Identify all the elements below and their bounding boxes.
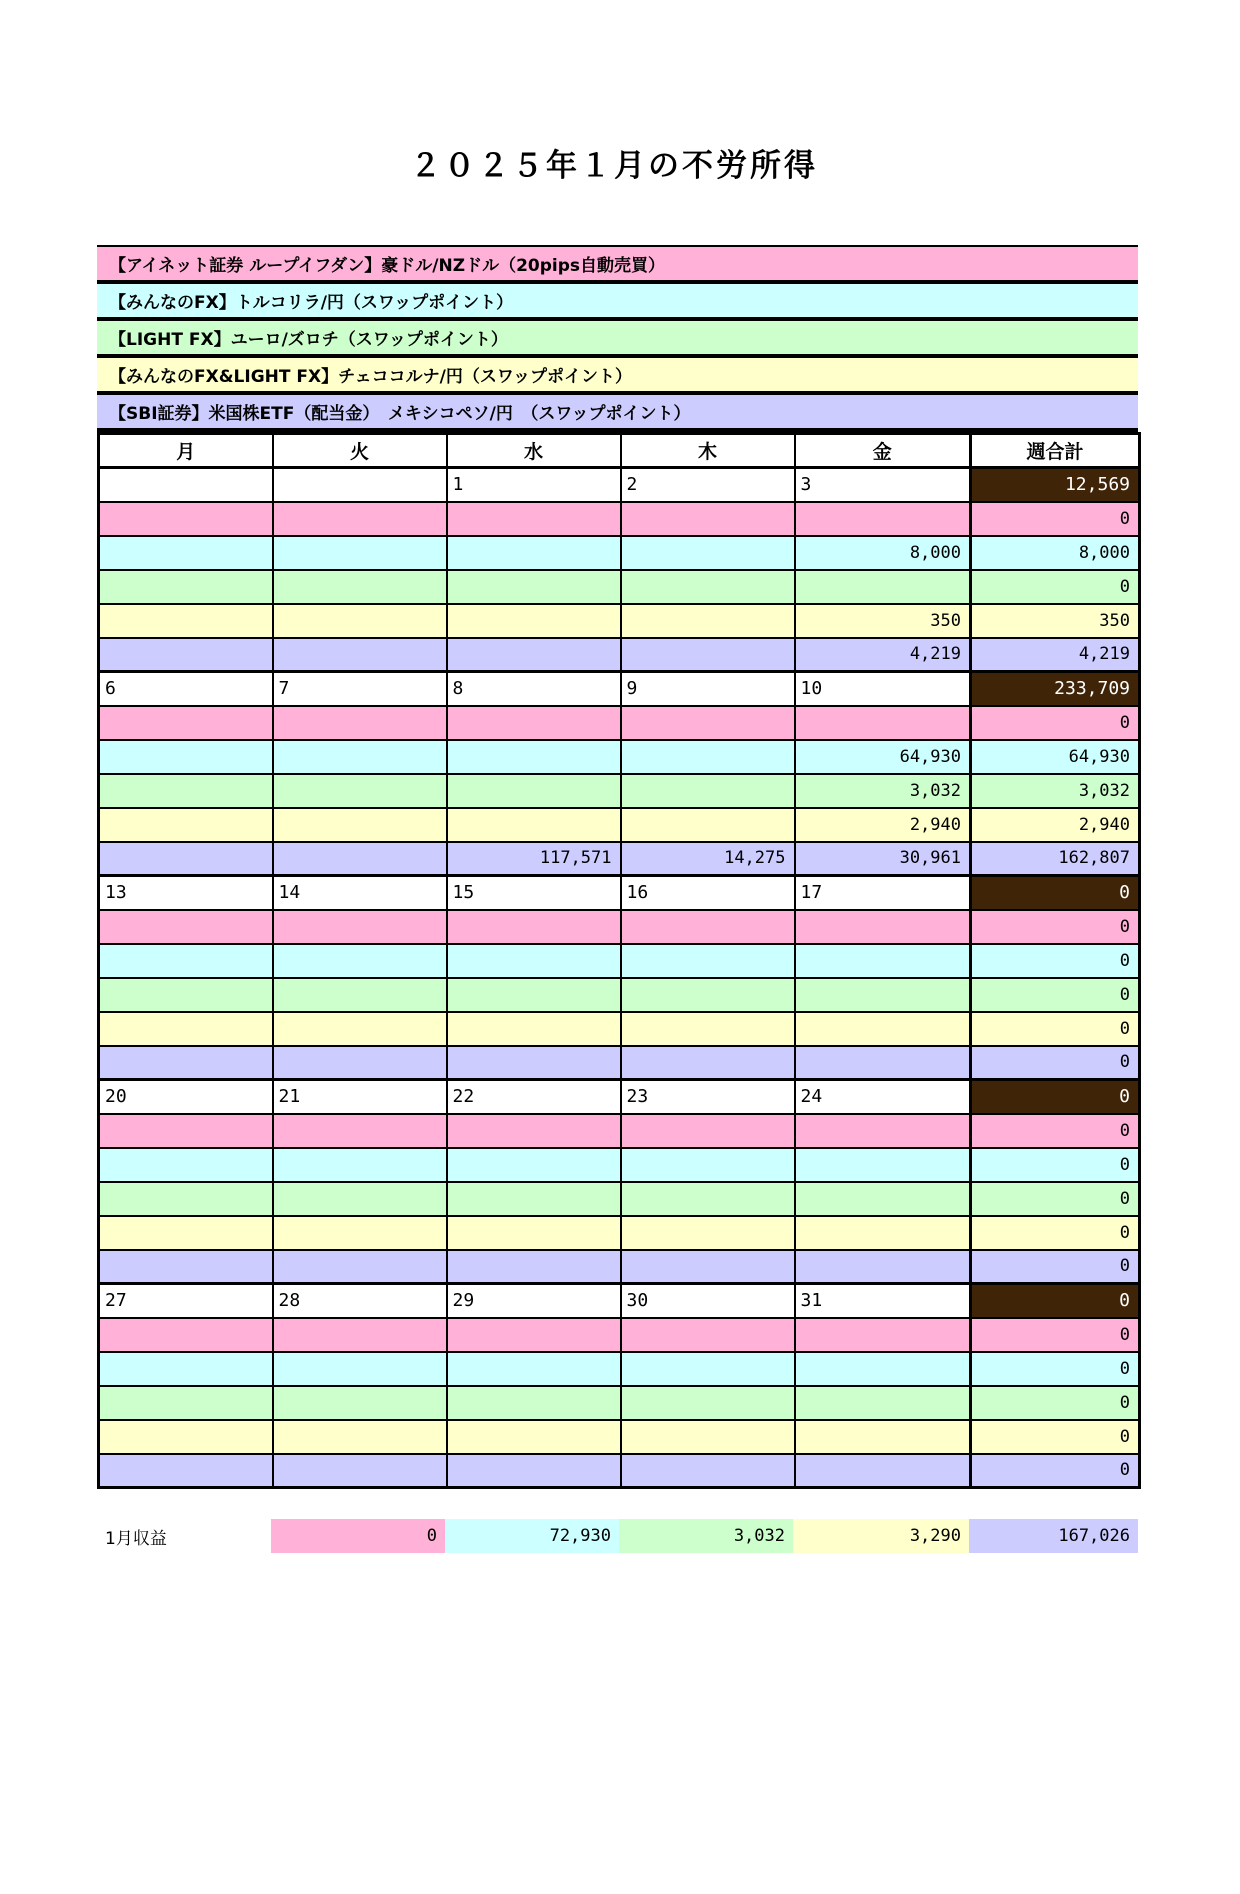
income-value-cell: 3,032	[795, 774, 971, 808]
income-value-cell	[795, 1386, 971, 1420]
income-value-cell	[447, 910, 621, 944]
header-friday: 金	[795, 434, 971, 468]
category-week-total-cell: 0	[971, 1046, 1140, 1080]
category-week-total-cell: 3,032	[971, 774, 1140, 808]
monthly-total-light-fx-eur-pln: 3,032	[619, 1519, 793, 1553]
monthly-total-ainet-loop-ifudan: 0	[271, 1519, 445, 1553]
income-value-cell	[99, 1012, 273, 1046]
week-2-row-light-fx-eur-pln	[99, 774, 1140, 808]
income-value-cell	[447, 570, 621, 604]
income-value-cell	[99, 502, 273, 536]
account-legend	[97, 245, 1138, 432]
income-value-cell	[273, 1250, 447, 1284]
week-4-row-sbi-etf-mxn-jpy	[99, 1250, 1140, 1284]
income-value-cell	[621, 638, 795, 672]
income-value-cell	[447, 740, 621, 774]
income-value-cell	[273, 1318, 447, 1352]
income-value-cell	[273, 536, 447, 570]
week-4-total-cell: 0	[971, 1080, 1140, 1114]
income-value-cell	[447, 1046, 621, 1080]
category-week-total-cell: 0	[971, 1318, 1140, 1352]
legend-label: 【アイネット証券 ループイフダン】豪ドル/NZドル（20pips自動売買）	[109, 256, 666, 276]
income-value-cell	[99, 1420, 273, 1454]
day-number-cell: 16	[621, 876, 795, 910]
day-number-cell: 28	[273, 1284, 447, 1318]
income-value-cell	[99, 1216, 273, 1250]
day-number-cell	[99, 468, 273, 502]
income-value-cell	[447, 1420, 621, 1454]
header-week-total: 週合計	[971, 434, 1140, 468]
week-3-date-row	[99, 876, 1140, 910]
legend-item-minna-light-fx-czk	[97, 358, 1138, 395]
category-week-total-cell: 4,219	[971, 638, 1140, 672]
week-4-row-minna-light-fx-czk	[99, 1216, 1140, 1250]
income-value-cell	[273, 740, 447, 774]
week-2-total-cell: 233,709	[971, 672, 1140, 706]
income-value-cell	[795, 1318, 971, 1352]
income-value-cell	[273, 638, 447, 672]
legend-item-sbi-etf-mxn-jpy	[97, 395, 1138, 432]
income-value-cell	[99, 1454, 273, 1488]
income-value-cell	[621, 1454, 795, 1488]
income-value-cell	[99, 706, 273, 740]
category-week-total-cell: 0	[971, 706, 1140, 740]
income-value-cell	[621, 1148, 795, 1182]
income-value-cell	[621, 1046, 795, 1080]
page-title: ２０２５年１月の不労所得	[410, 148, 818, 184]
legend-item-light-fx-eur-pln	[97, 321, 1138, 358]
income-value-cell	[795, 1114, 971, 1148]
category-week-total-cell: 0	[971, 570, 1140, 604]
category-week-total-cell: 350	[971, 604, 1140, 638]
income-value-cell	[621, 1114, 795, 1148]
legend-label: 【SBI証券】米国株ETF（配当金） メキシコペソ/円 （スワップポイント）	[109, 404, 691, 424]
header-thursday: 木	[621, 434, 795, 468]
income-value-cell	[621, 808, 795, 842]
sheet-page	[97, 140, 1138, 1553]
header-wednesday: 水	[447, 434, 621, 468]
day-number-cell: 9	[621, 672, 795, 706]
monthly-summary-label: 1月収益	[105, 1528, 167, 1549]
income-value-cell	[621, 1216, 795, 1250]
day-number-cell: 24	[795, 1080, 971, 1114]
income-value-cell	[447, 1250, 621, 1284]
income-value-cell	[99, 774, 273, 808]
income-value-cell	[795, 1352, 971, 1386]
income-value-cell	[99, 1250, 273, 1284]
income-value-cell	[273, 1352, 447, 1386]
category-week-total-cell: 0	[971, 910, 1140, 944]
week-5-row-ainet-loop-ifudan	[99, 1318, 1140, 1352]
income-value-cell	[273, 978, 447, 1012]
income-value-cell	[273, 1046, 447, 1080]
income-value-cell: 350	[795, 604, 971, 638]
category-week-total-cell: 0	[971, 1352, 1140, 1386]
category-week-total-cell: 0	[971, 1148, 1140, 1182]
income-value-cell	[447, 536, 621, 570]
week-1-date-row	[99, 468, 1140, 502]
income-value-cell	[621, 774, 795, 808]
income-value-cell	[99, 1148, 273, 1182]
january-calendar-table	[97, 432, 1141, 1489]
day-number-cell	[273, 468, 447, 502]
income-value-cell	[273, 1114, 447, 1148]
legend-item-ainet-loop-ifudan	[97, 247, 1138, 284]
income-value-cell	[273, 1386, 447, 1420]
income-value-cell	[447, 1012, 621, 1046]
monthly-total-sbi-etf-mxn-jpy: 167,026	[969, 1519, 1138, 1553]
day-number-cell: 6	[99, 672, 273, 706]
income-value-cell	[99, 570, 273, 604]
day-number-cell: 22	[447, 1080, 621, 1114]
income-value-cell	[795, 1420, 971, 1454]
income-value-cell	[99, 1318, 273, 1352]
day-number-cell: 10	[795, 672, 971, 706]
week-2-row-sbi-etf-mxn-jpy	[99, 842, 1140, 876]
header-tuesday: 火	[273, 434, 447, 468]
income-value-cell	[273, 706, 447, 740]
income-value-cell	[99, 604, 273, 638]
income-value-cell	[273, 604, 447, 638]
day-number-cell: 23	[621, 1080, 795, 1114]
monthly-summary-row	[97, 1519, 1138, 1553]
income-value-cell	[447, 1182, 621, 1216]
income-value-cell: 30,961	[795, 842, 971, 876]
income-value-cell	[795, 978, 971, 1012]
income-value-cell	[447, 1114, 621, 1148]
legend-label: 【LIGHT FX】ユーロ/ズロチ（スワップポイント）	[109, 330, 508, 350]
income-value-cell	[99, 944, 273, 978]
income-value-cell	[273, 1182, 447, 1216]
income-value-cell	[99, 910, 273, 944]
income-value-cell	[447, 1216, 621, 1250]
week-4-date-row	[99, 1080, 1140, 1114]
income-value-cell	[621, 1352, 795, 1386]
income-value-cell	[273, 1454, 447, 1488]
income-value-cell	[621, 740, 795, 774]
income-value-cell	[447, 774, 621, 808]
week-5-date-row	[99, 1284, 1140, 1318]
legend-label: 【みんなのFX】トルコリラ/円（スワップポイント）	[109, 293, 514, 313]
week-1-row-minna-light-fx-czk	[99, 604, 1140, 638]
day-number-cell: 29	[447, 1284, 621, 1318]
income-value-cell	[447, 1386, 621, 1420]
income-value-cell	[621, 1420, 795, 1454]
week-5-row-sbi-etf-mxn-jpy	[99, 1454, 1140, 1488]
category-week-total-cell: 0	[971, 1420, 1140, 1454]
income-value-cell	[273, 774, 447, 808]
income-value-cell	[447, 706, 621, 740]
week-1-row-ainet-loop-ifudan	[99, 502, 1140, 536]
income-value-cell	[447, 978, 621, 1012]
week-1-total-cell: 12,569	[971, 468, 1140, 502]
week-3-row-minna-light-fx-czk	[99, 1012, 1140, 1046]
income-value-cell	[99, 740, 273, 774]
monthly-total-minna-light-fx-czk: 3,290	[793, 1519, 969, 1553]
category-week-total-cell: 0	[971, 1216, 1140, 1250]
income-value-cell	[99, 978, 273, 1012]
income-value-cell	[621, 1250, 795, 1284]
income-value-cell	[273, 570, 447, 604]
category-week-total-cell: 2,940	[971, 808, 1140, 842]
week-1-row-minna-fx-try-jpy	[99, 536, 1140, 570]
week-5-row-light-fx-eur-pln	[99, 1386, 1140, 1420]
income-value-cell	[447, 1352, 621, 1386]
income-value-cell	[621, 536, 795, 570]
day-number-cell: 27	[99, 1284, 273, 1318]
income-value-cell	[273, 944, 447, 978]
income-value-cell	[621, 1182, 795, 1216]
income-value-cell	[795, 706, 971, 740]
week-2-date-row	[99, 672, 1140, 706]
income-value-cell	[621, 570, 795, 604]
day-number-cell: 21	[273, 1080, 447, 1114]
category-week-total-cell: 0	[971, 1182, 1140, 1216]
income-value-cell	[447, 808, 621, 842]
income-value-cell	[621, 604, 795, 638]
income-value-cell	[795, 1250, 971, 1284]
income-value-cell: 8,000	[795, 536, 971, 570]
income-value-cell	[99, 1046, 273, 1080]
day-number-cell: 20	[99, 1080, 273, 1114]
income-value-cell	[99, 808, 273, 842]
income-value-cell	[273, 502, 447, 536]
day-number-cell: 8	[447, 672, 621, 706]
income-value-cell	[795, 1148, 971, 1182]
day-number-cell: 3	[795, 468, 971, 502]
income-value-cell	[447, 604, 621, 638]
income-value-cell	[795, 502, 971, 536]
income-value-cell	[447, 502, 621, 536]
day-number-cell: 13	[99, 876, 273, 910]
income-value-cell	[273, 1012, 447, 1046]
income-value-cell	[621, 978, 795, 1012]
legend-label: 【みんなのFX&LIGHT FX】チェココルナ/円（スワップポイント）	[109, 367, 632, 387]
week-2-row-ainet-loop-ifudan	[99, 706, 1140, 740]
category-week-total-cell: 0	[971, 1114, 1140, 1148]
week-3-total-cell: 0	[971, 876, 1140, 910]
week-4-row-ainet-loop-ifudan	[99, 1114, 1140, 1148]
category-week-total-cell: 8,000	[971, 536, 1140, 570]
income-value-cell	[273, 1420, 447, 1454]
income-value-cell	[795, 1216, 971, 1250]
week-1-row-sbi-etf-mxn-jpy	[99, 638, 1140, 672]
income-value-cell	[621, 706, 795, 740]
income-value-cell	[621, 944, 795, 978]
income-value-cell	[99, 536, 273, 570]
income-value-cell	[99, 1182, 273, 1216]
category-week-total-cell: 0	[971, 1386, 1140, 1420]
category-week-total-cell: 0	[971, 1250, 1140, 1284]
monthly-total-minna-fx-try-jpy: 72,930	[445, 1519, 619, 1553]
category-week-total-cell: 0	[971, 1012, 1140, 1046]
day-number-cell: 2	[621, 468, 795, 502]
income-value-cell	[447, 638, 621, 672]
week-3-row-light-fx-eur-pln	[99, 978, 1140, 1012]
income-value-cell	[621, 1012, 795, 1046]
income-value-cell	[621, 1318, 795, 1352]
income-value-cell	[273, 842, 447, 876]
week-5-row-minna-fx-try-jpy	[99, 1352, 1140, 1386]
week-4-row-minna-fx-try-jpy	[99, 1148, 1140, 1182]
day-number-cell: 7	[273, 672, 447, 706]
day-number-cell: 1	[447, 468, 621, 502]
income-value-cell	[621, 502, 795, 536]
income-value-cell	[99, 1114, 273, 1148]
category-week-total-cell: 0	[971, 502, 1140, 536]
income-value-cell	[621, 1386, 795, 1420]
income-value-cell: 14,275	[621, 842, 795, 876]
income-value-cell	[99, 1352, 273, 1386]
income-value-cell	[273, 910, 447, 944]
income-value-cell	[621, 910, 795, 944]
income-value-cell	[795, 910, 971, 944]
week-3-row-sbi-etf-mxn-jpy	[99, 1046, 1140, 1080]
header-monday: 月	[99, 434, 273, 468]
income-value-cell	[447, 1148, 621, 1182]
income-value-cell: 4,219	[795, 638, 971, 672]
income-value-cell	[795, 1046, 971, 1080]
income-value-cell	[273, 1216, 447, 1250]
income-value-cell	[447, 944, 621, 978]
income-value-cell: 117,571	[447, 842, 621, 876]
legend-item-minna-fx-try-jpy	[97, 284, 1138, 321]
income-value-cell	[795, 570, 971, 604]
day-number-cell: 17	[795, 876, 971, 910]
day-number-cell: 15	[447, 876, 621, 910]
week-5-total-cell: 0	[971, 1284, 1140, 1318]
income-value-cell	[795, 1454, 971, 1488]
category-week-total-cell: 0	[971, 1454, 1140, 1488]
week-2-row-minna-fx-try-jpy	[99, 740, 1140, 774]
income-value-cell	[795, 1182, 971, 1216]
income-value-cell: 64,930	[795, 740, 971, 774]
week-3-row-ainet-loop-ifudan	[99, 910, 1140, 944]
income-value-cell	[447, 1454, 621, 1488]
category-week-total-cell: 64,930	[971, 740, 1140, 774]
day-number-cell: 31	[795, 1284, 971, 1318]
income-value-cell: 2,940	[795, 808, 971, 842]
income-value-cell	[273, 808, 447, 842]
week-2-row-minna-light-fx-czk	[99, 808, 1140, 842]
income-value-cell	[99, 638, 273, 672]
income-value-cell	[99, 842, 273, 876]
income-value-cell	[795, 944, 971, 978]
week-3-row-minna-fx-try-jpy	[99, 944, 1140, 978]
category-week-total-cell: 162,807	[971, 842, 1140, 876]
day-number-cell: 14	[273, 876, 447, 910]
category-week-total-cell: 0	[971, 944, 1140, 978]
income-value-cell	[795, 1012, 971, 1046]
day-number-cell: 30	[621, 1284, 795, 1318]
income-value-cell	[99, 1386, 273, 1420]
week-1-row-light-fx-eur-pln	[99, 570, 1140, 604]
income-value-cell	[447, 1318, 621, 1352]
category-week-total-cell: 0	[971, 978, 1140, 1012]
week-4-row-light-fx-eur-pln	[99, 1182, 1140, 1216]
income-value-cell	[273, 1148, 447, 1182]
weekday-header-row	[99, 434, 1140, 468]
week-5-row-minna-light-fx-czk	[99, 1420, 1140, 1454]
